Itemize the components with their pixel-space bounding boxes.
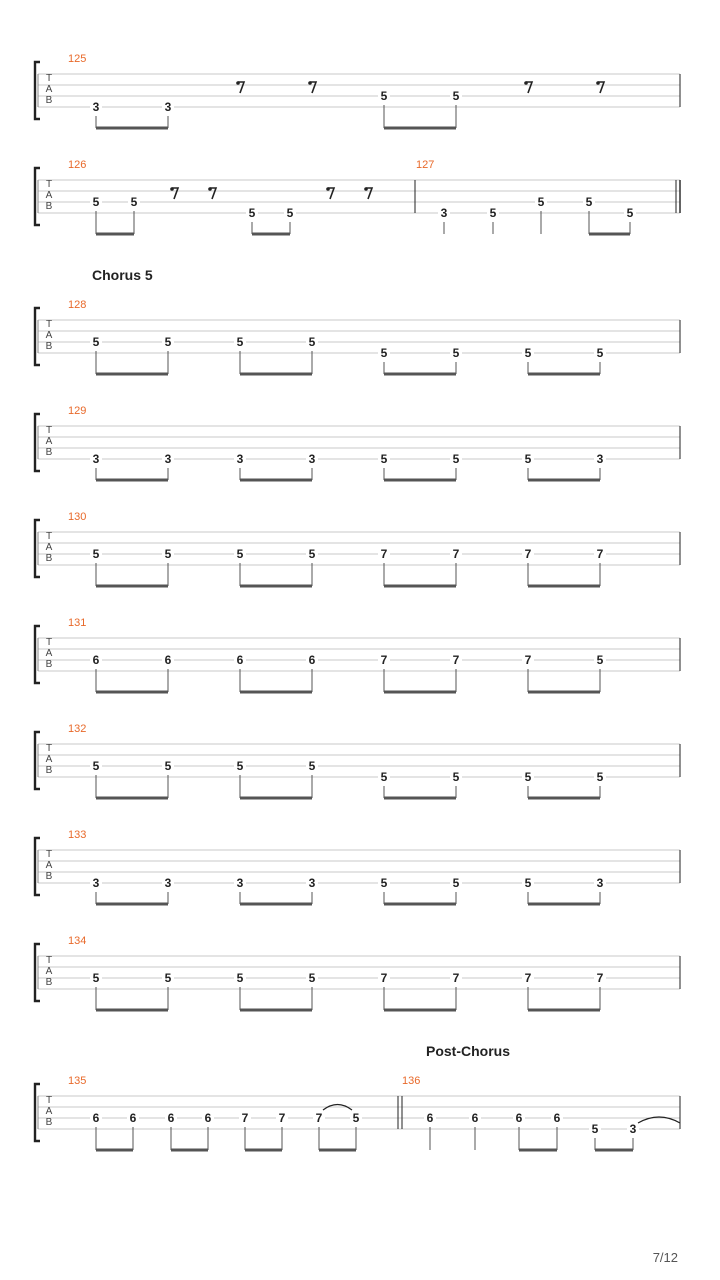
fret-number: 6 — [129, 1111, 137, 1125]
tab-clef-letter: A — [45, 542, 53, 553]
fret-number: 3 — [92, 100, 100, 114]
tab-clef-letter: T — [45, 637, 53, 648]
measure-number: 128 — [68, 299, 87, 311]
fret-number: 5 — [452, 89, 460, 103]
page-number: 7/12 — [652, 1250, 678, 1265]
measure-number: 129 — [68, 405, 87, 417]
fret-number: 3 — [92, 452, 100, 466]
fret-number: 7 — [380, 547, 388, 561]
measure-number: 132 — [68, 723, 87, 735]
tab-clef-letter: B — [45, 201, 53, 212]
fret-number: 7 — [596, 547, 604, 561]
fret-number: 7 — [452, 547, 460, 561]
fret-number: 6 — [92, 653, 100, 667]
measure-number: 135 — [68, 1075, 87, 1087]
fret-number: 6 — [515, 1111, 523, 1125]
fret-number: 3 — [308, 876, 316, 890]
fret-number: 5 — [626, 206, 634, 220]
fret-number: 5 — [236, 335, 244, 349]
section-label: Chorus 5 — [92, 267, 153, 283]
fret-number: 5 — [236, 759, 244, 773]
fret-number: 6 — [164, 653, 172, 667]
fret-number: 5 — [164, 335, 172, 349]
measure-number: 126 — [68, 159, 87, 171]
fret-number: 5 — [236, 547, 244, 561]
tab-clef-letter: A — [45, 860, 53, 871]
fret-number: 5 — [308, 335, 316, 349]
tab-clef-letter: T — [45, 955, 53, 966]
fret-number: 7 — [452, 653, 460, 667]
tab-clef-letter: A — [45, 966, 53, 977]
fret-number: 7 — [278, 1111, 286, 1125]
tab-clef-letter: T — [45, 1095, 53, 1106]
measure-number: 134 — [68, 935, 87, 947]
tab-clef-letter: T — [45, 179, 53, 190]
fret-number: 6 — [236, 653, 244, 667]
eighth-rest-dot — [308, 81, 312, 85]
fret-number: 5 — [380, 346, 388, 360]
fret-number: 6 — [426, 1111, 434, 1125]
fret-number: 5 — [308, 971, 316, 985]
measure-number: 127 — [416, 159, 435, 171]
fret-number: 7 — [524, 971, 532, 985]
tab-clef-letter: A — [45, 1106, 53, 1117]
fret-number: 5 — [308, 547, 316, 561]
fret-number: 5 — [286, 206, 294, 220]
tab-clef-letter: T — [45, 73, 53, 84]
fret-number: 5 — [236, 971, 244, 985]
tab-clef-letter: B — [45, 341, 53, 352]
fret-number: 5 — [308, 759, 316, 773]
tab-clef-letter: T — [45, 743, 53, 754]
fret-number: 5 — [352, 1111, 360, 1125]
fret-number: 3 — [236, 876, 244, 890]
eighth-rest-dot — [596, 81, 600, 85]
fret-number: 7 — [452, 971, 460, 985]
eighth-rest-dot — [326, 187, 330, 191]
fret-number: 3 — [308, 452, 316, 466]
fret-number: 5 — [537, 195, 545, 209]
fret-number: 5 — [164, 759, 172, 773]
fret-number: 5 — [92, 547, 100, 561]
fret-number: 5 — [524, 876, 532, 890]
measure-number: 130 — [68, 511, 87, 523]
fret-number: 5 — [524, 452, 532, 466]
eighth-rest-dot — [364, 187, 368, 191]
tab-clef-letter: B — [45, 553, 53, 564]
measure-number: 136 — [402, 1075, 421, 1087]
fret-number: 5 — [92, 759, 100, 773]
fret-number: 5 — [380, 876, 388, 890]
fret-number: 3 — [164, 876, 172, 890]
fret-number: 5 — [524, 770, 532, 784]
fret-number: 5 — [452, 876, 460, 890]
fret-number: 5 — [248, 206, 256, 220]
tab-clef-letter: T — [45, 531, 53, 542]
eighth-rest-dot — [236, 81, 240, 85]
fret-number: 5 — [596, 653, 604, 667]
section-label: Post-Chorus — [426, 1043, 510, 1059]
fret-number: 5 — [596, 770, 604, 784]
fret-number: 3 — [629, 1122, 637, 1136]
fret-number: 3 — [596, 452, 604, 466]
tab-clef-letter: T — [45, 425, 53, 436]
fret-number: 5 — [452, 346, 460, 360]
fret-number: 3 — [236, 452, 244, 466]
fret-number: 3 — [596, 876, 604, 890]
tab-clef-letter: B — [45, 871, 53, 882]
tab-clef-letter: B — [45, 659, 53, 670]
tab-clef-letter: A — [45, 436, 53, 447]
fret-number: 6 — [471, 1111, 479, 1125]
fret-number: 3 — [440, 206, 448, 220]
fret-number: 5 — [92, 971, 100, 985]
fret-number: 5 — [452, 452, 460, 466]
fret-number: 3 — [92, 876, 100, 890]
fret-number: 6 — [167, 1111, 175, 1125]
tab-clef-letter: B — [45, 765, 53, 776]
fret-number: 5 — [489, 206, 497, 220]
fret-number: 5 — [452, 770, 460, 784]
fret-number: 5 — [596, 346, 604, 360]
fret-number: 5 — [380, 770, 388, 784]
eighth-rest-dot — [170, 187, 174, 191]
measure-number: 125 — [68, 53, 87, 65]
measure-number: 133 — [68, 829, 87, 841]
fret-number: 5 — [380, 89, 388, 103]
fret-number: 5 — [164, 971, 172, 985]
fret-number: 6 — [204, 1111, 212, 1125]
tab-clef-letter: B — [45, 977, 53, 988]
fret-number: 5 — [130, 195, 138, 209]
tab-clef-letter: A — [45, 648, 53, 659]
fret-number: 7 — [524, 653, 532, 667]
fret-number: 5 — [164, 547, 172, 561]
tab-clef-letter: A — [45, 190, 53, 201]
fret-number: 5 — [92, 335, 100, 349]
tab-clef-letter: B — [45, 447, 53, 458]
fret-number: 7 — [315, 1111, 323, 1125]
fret-number: 7 — [596, 971, 604, 985]
fret-number: 6 — [553, 1111, 561, 1125]
tab-clef-letter: A — [45, 754, 53, 765]
fret-number: 6 — [308, 653, 316, 667]
fret-number: 5 — [585, 195, 593, 209]
eighth-rest-dot — [208, 187, 212, 191]
measure-number: 131 — [68, 617, 87, 629]
tab-clef-letter: B — [45, 95, 53, 106]
fret-number: 5 — [524, 346, 532, 360]
fret-number: 5 — [380, 452, 388, 466]
fret-number: 6 — [92, 1111, 100, 1125]
fret-number: 7 — [524, 547, 532, 561]
tab-clef-letter: T — [45, 849, 53, 860]
fret-number: 7 — [380, 971, 388, 985]
fret-number: 3 — [164, 100, 172, 114]
tab-clef-letter: A — [45, 330, 53, 341]
fret-number: 7 — [380, 653, 388, 667]
fret-number: 5 — [92, 195, 100, 209]
tab-clef-letter: B — [45, 1117, 53, 1128]
fret-number: 5 — [591, 1122, 599, 1136]
fret-number: 3 — [164, 452, 172, 466]
eighth-rest-dot — [524, 81, 528, 85]
tab-clef-letter: T — [45, 319, 53, 330]
tab-clef-letter: A — [45, 84, 53, 95]
fret-number: 7 — [241, 1111, 249, 1125]
